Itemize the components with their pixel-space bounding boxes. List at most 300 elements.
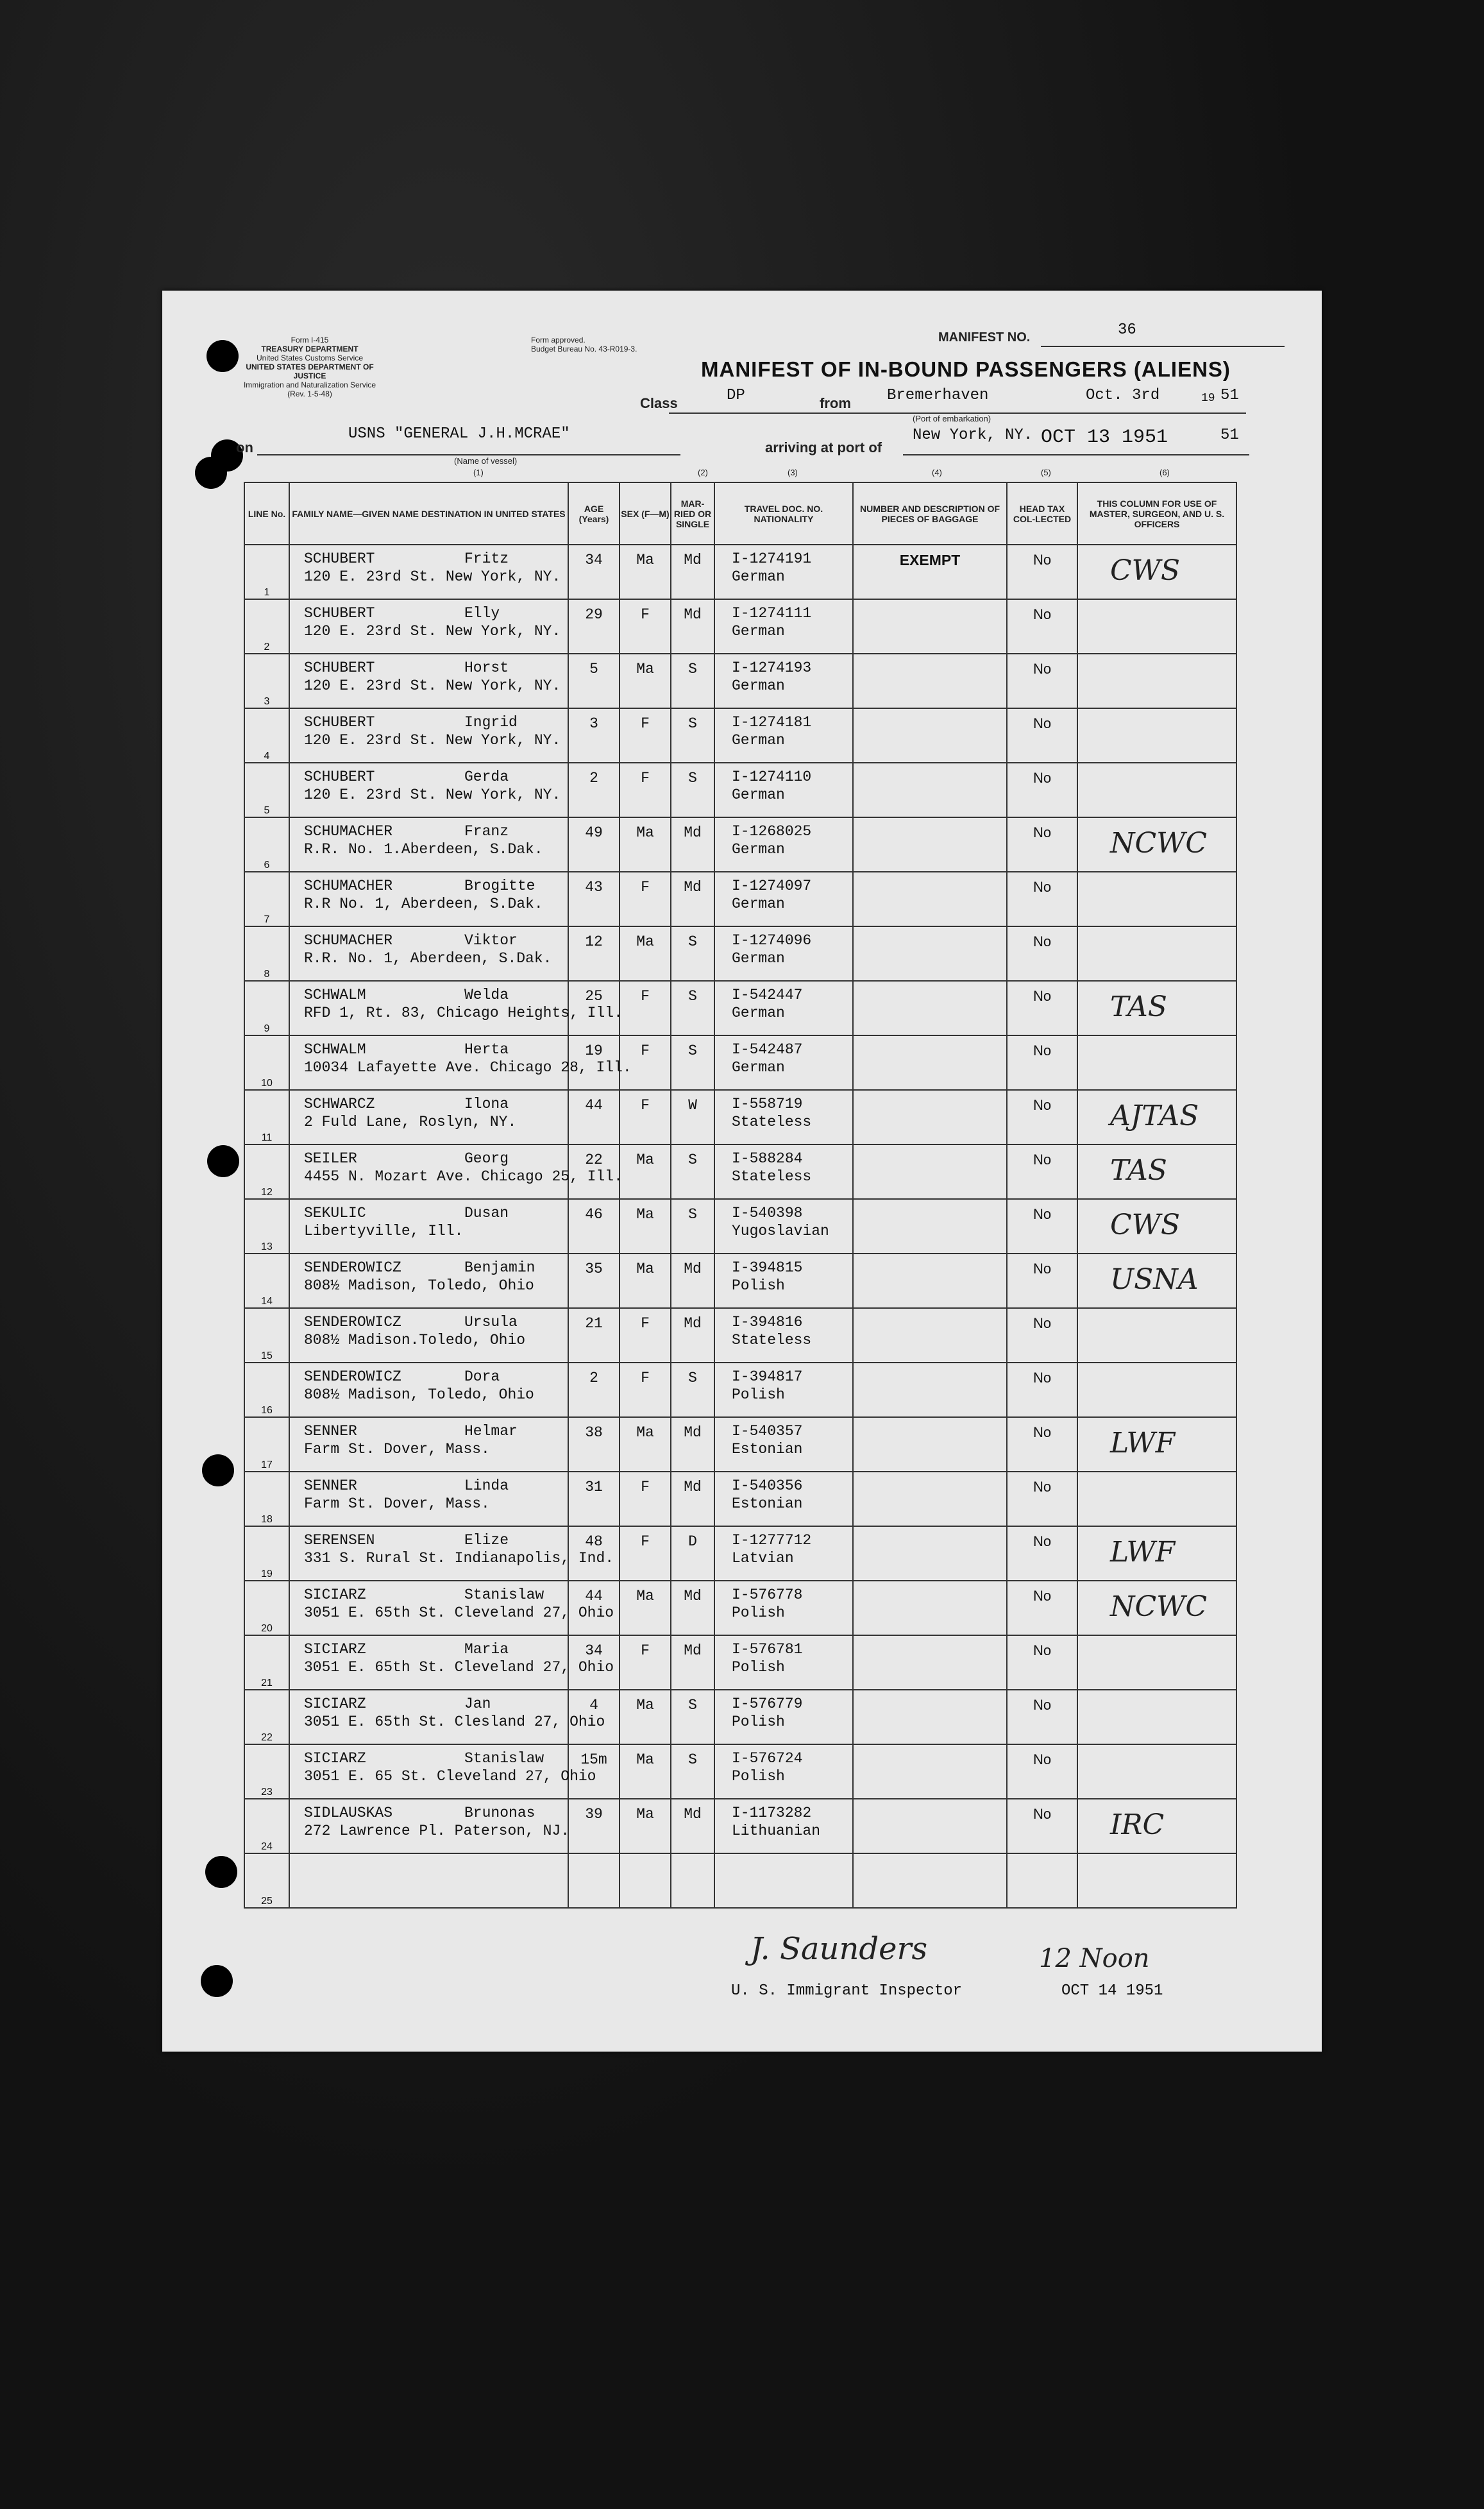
- marital-status: S: [688, 933, 697, 950]
- col-doc-header: TRAVEL DOC. NO. NATIONALITY: [714, 482, 853, 545]
- tax-cell: [1007, 1363, 1077, 1417]
- travel-doc-no: I-542447: [732, 987, 803, 1003]
- family-name: SCHUMACHER: [304, 823, 393, 840]
- line-number: [244, 817, 289, 872]
- marital-cell: [671, 1690, 714, 1744]
- name-destination-cell: [289, 1472, 568, 1526]
- nationality: Latvian: [732, 1550, 794, 1567]
- doc-cell: [714, 763, 853, 817]
- line-number: [244, 1799, 289, 1853]
- age: 44: [585, 1097, 603, 1114]
- name-line: [290, 1745, 568, 1767]
- line-number: [244, 1035, 289, 1090]
- tax-cell: [1007, 1690, 1077, 1744]
- nationality: German: [732, 1005, 785, 1021]
- table-row: [244, 817, 1236, 872]
- tax-cell: [1007, 1035, 1077, 1090]
- doc-cell: [714, 1363, 853, 1417]
- age: 34: [585, 552, 603, 568]
- head-tax: No: [1033, 1533, 1052, 1549]
- age-cell: [568, 1635, 620, 1690]
- name-line: [290, 818, 568, 840]
- age: 31: [585, 1479, 603, 1495]
- binder-hole: [205, 1856, 237, 1888]
- from-label: from: [820, 395, 851, 411]
- given-name: Ilona: [464, 1096, 509, 1112]
- sex-cell: [620, 926, 671, 981]
- table-row: [244, 708, 1236, 763]
- sex-cell: [620, 872, 671, 926]
- given-name: Brunonas: [464, 1805, 535, 1821]
- age-cell: [568, 545, 620, 599]
- destination: RFD 1, Rt. 83, Chicago Heights, Ill.: [304, 1005, 623, 1021]
- line-number-text: 17: [261, 1459, 273, 1470]
- travel-doc-no: I-1274110: [732, 769, 812, 785]
- table-row: [244, 1417, 1236, 1472]
- baggage: [854, 1254, 1006, 1261]
- col-baggage-header: NUMBER AND DESCRIPTION OF PIECES OF BAGGAGE: [853, 482, 1007, 545]
- tax-cell: [1007, 1417, 1077, 1472]
- baggage: [854, 1527, 1006, 1533]
- sex-cell: [620, 1799, 671, 1853]
- officer-cell: [1077, 926, 1236, 981]
- officer-cell: [1077, 817, 1236, 872]
- head-tax: No: [1033, 1479, 1052, 1495]
- name-line: [290, 1036, 568, 1058]
- travel-doc-no: I-576779: [732, 1696, 803, 1712]
- line-number-text: 21: [261, 1678, 273, 1688]
- baggage-cell: [853, 1090, 1007, 1144]
- marital-cell: [671, 872, 714, 926]
- marital-cell: [671, 1526, 714, 1581]
- doc-cell: [714, 981, 853, 1035]
- name-destination-cell: [289, 763, 568, 817]
- baggage-cell: [853, 1254, 1007, 1308]
- line-number-text: 5: [264, 805, 270, 816]
- nationality: Polish: [732, 1714, 785, 1730]
- doc-cell: [714, 926, 853, 981]
- sex: Ma: [636, 1806, 654, 1823]
- given-name: Elly: [464, 605, 500, 622]
- marital-cell: [671, 1199, 714, 1254]
- nationality: German: [732, 623, 785, 640]
- baggage: [854, 927, 1006, 933]
- sex-cell: [620, 545, 671, 599]
- sex: F: [641, 988, 650, 1005]
- line-number-text: 6: [264, 860, 270, 871]
- table-row: [244, 1635, 1236, 1690]
- destination: [290, 1876, 568, 1877]
- table-row: [244, 981, 1236, 1035]
- name-line: [290, 1527, 568, 1549]
- name-line: [290, 1145, 568, 1167]
- officer-cell: [1077, 1417, 1236, 1472]
- sex: Ma: [636, 824, 654, 841]
- name-line: [290, 1363, 568, 1385]
- given-name: Fritz: [464, 550, 509, 567]
- col-officer-header: THIS COLUMN FOR USE OF MASTER, SURGEON, AND U. S. OFFICERS: [1077, 482, 1236, 545]
- destination: 120 E. 23rd St. New York, NY.: [304, 677, 561, 694]
- travel-doc-no: I-558719: [732, 1096, 803, 1112]
- nationality: German: [732, 787, 785, 803]
- destination: 808½ Madison, Toledo, Ohio: [304, 1277, 534, 1294]
- dept-justice: UNITED STATES DEPARTMENT OF JUSTICE: [246, 362, 374, 380]
- head-tax: No: [1033, 606, 1052, 622]
- head-tax: No: [1033, 1751, 1052, 1767]
- destination: 2 Fuld Lane, Roslyn, NY.: [304, 1114, 517, 1130]
- marital-status: Md: [684, 879, 702, 896]
- marital-status: W: [688, 1097, 697, 1114]
- head-tax: No: [1033, 824, 1052, 840]
- family-name: SCHWARCZ: [304, 1096, 375, 1112]
- name-destination-cell: [289, 1853, 568, 1908]
- marital-cell: [671, 981, 714, 1035]
- officer-note: NCWC: [1110, 827, 1208, 860]
- sex-cell: [620, 1690, 671, 1744]
- line-number: [244, 872, 289, 926]
- baggage-cell: [853, 1363, 1007, 1417]
- tax-cell: [1007, 1526, 1077, 1581]
- destination: Libertyville, Ill.: [304, 1223, 464, 1239]
- form-number: Form I-415: [291, 336, 329, 344]
- travel-doc-no: I-576781: [732, 1641, 803, 1658]
- destination: 3051 E. 65 St. Cleveland 27, Ohio: [304, 1768, 596, 1785]
- line-number-text: 4: [264, 751, 270, 761]
- name-line: [290, 1091, 568, 1112]
- head-tax: No: [1033, 1097, 1052, 1113]
- nationality: German: [732, 1059, 785, 1076]
- year-prefix: 19: [1201, 392, 1215, 405]
- tax-cell: [1007, 1199, 1077, 1254]
- given-name: Dusan: [464, 1205, 509, 1221]
- head-tax: No: [1033, 1042, 1052, 1059]
- head-tax: No: [1033, 1424, 1052, 1440]
- line-number-text: 9: [264, 1023, 270, 1034]
- sex-cell: [620, 708, 671, 763]
- name-destination-cell: [289, 1363, 568, 1417]
- marital-cell: [671, 763, 714, 817]
- family-name: SEKULIC: [304, 1205, 366, 1221]
- age-cell: [568, 1308, 620, 1363]
- age: 44: [585, 1588, 603, 1604]
- col-line-header: LINE No.: [244, 482, 289, 545]
- line-number-text: 20: [261, 1623, 273, 1634]
- age-cell: [568, 1799, 620, 1853]
- marital-status: S: [688, 988, 697, 1005]
- family-name: SCHWALM: [304, 987, 366, 1003]
- name-line: [290, 1581, 568, 1603]
- tax-cell: [1007, 1254, 1077, 1308]
- destination: 808½ Madison.Toledo, Ohio: [304, 1332, 526, 1348]
- head-tax: No: [1033, 1315, 1052, 1331]
- inspector-signature: J. Saunders: [750, 1931, 928, 1967]
- given-name: Benjamin: [464, 1259, 535, 1276]
- table-row: [244, 1090, 1236, 1144]
- travel-doc-no: I-1274096: [732, 932, 812, 949]
- table-row: [244, 1199, 1236, 1254]
- travel-doc-no: I-576778: [732, 1586, 803, 1603]
- officer-cell: [1077, 1581, 1236, 1635]
- marital-status: S: [688, 770, 697, 787]
- line-number-text: 23: [261, 1787, 273, 1798]
- table-header-row: [244, 482, 1236, 545]
- age: 5: [589, 661, 598, 677]
- baggage-cell: [853, 1199, 1007, 1254]
- officer-cell: [1077, 1363, 1236, 1417]
- vessel-note: (Name of vessel): [454, 456, 518, 466]
- travel-doc-no: I-1277712: [732, 1532, 812, 1549]
- name-destination-cell: [289, 926, 568, 981]
- baggage: [854, 709, 1006, 715]
- table-row: [244, 599, 1236, 654]
- sex-cell: [620, 1744, 671, 1799]
- tax-cell: [1007, 1090, 1077, 1144]
- head-tax: No: [1033, 1261, 1052, 1277]
- doc-cell: [714, 1744, 853, 1799]
- officer-cell: [1077, 654, 1236, 708]
- line-number-text: 18: [261, 1514, 273, 1525]
- baggage-cell: [853, 708, 1007, 763]
- marital-cell: [671, 1799, 714, 1853]
- line-number: [244, 654, 289, 708]
- age: 46: [585, 1206, 603, 1223]
- doc-cell: [714, 1035, 853, 1090]
- manifest-title: MANIFEST OF IN-BOUND PASSENGERS (ALIENS): [701, 357, 1231, 381]
- table-row: [244, 545, 1236, 599]
- doc-cell: [714, 1853, 853, 1908]
- marital-status: Md: [684, 824, 702, 841]
- age-cell: [568, 1090, 620, 1144]
- table-row: [244, 926, 1236, 981]
- sex-cell: [620, 1144, 671, 1199]
- name-line: [290, 1690, 568, 1712]
- given-name: Franz: [464, 823, 509, 840]
- nationality: Polish: [732, 1277, 785, 1294]
- age-cell: [568, 1744, 620, 1799]
- baggage-cell: [853, 872, 1007, 926]
- colnum-1: (1): [473, 468, 484, 477]
- age: 49: [585, 824, 603, 841]
- colnum-3: (3): [788, 468, 798, 477]
- manifest-no-value: 36: [1118, 321, 1136, 339]
- marital-status: [671, 1854, 714, 1860]
- line-number: [244, 1308, 289, 1363]
- name-destination-cell: [289, 1308, 568, 1363]
- sex-cell: [620, 1581, 671, 1635]
- officer-cell: [1077, 1690, 1236, 1744]
- line-number-text: 7: [264, 914, 270, 925]
- tax-cell: [1007, 1853, 1077, 1908]
- doc-cell: [714, 1254, 853, 1308]
- name-line: [290, 1418, 568, 1440]
- given-name: Georg: [464, 1150, 509, 1167]
- travel-doc-no: I-1274111: [732, 605, 812, 622]
- family-name: SENDEROWICZ: [304, 1259, 401, 1276]
- travel-doc-no: I-394816: [732, 1314, 803, 1331]
- line-number: [244, 1526, 289, 1581]
- colnum-5: (5): [1041, 468, 1051, 477]
- marital-status: S: [688, 1042, 697, 1059]
- line-number: [244, 1363, 289, 1417]
- doc-cell: [714, 1799, 853, 1853]
- tax-cell: [1007, 545, 1077, 599]
- nationality: German: [732, 896, 785, 912]
- baggage-cell: [853, 1035, 1007, 1090]
- name-line: [290, 1200, 568, 1221]
- baggage: [854, 1636, 1006, 1642]
- sex-cell: [620, 1363, 671, 1417]
- form-approval: [531, 336, 637, 353]
- marital-status: S: [688, 1697, 697, 1714]
- line-number-text: 14: [261, 1296, 273, 1307]
- nationality: German: [732, 732, 785, 749]
- family-name: SCHUBERT: [304, 605, 375, 622]
- col-age-header: AGE (Years): [568, 482, 620, 545]
- line-number: [244, 1144, 289, 1199]
- given-name: Dora: [464, 1368, 500, 1385]
- line-number: [244, 1744, 289, 1799]
- baggage: [854, 763, 1006, 770]
- arrival-date-stamp: OCT 13 1951: [1041, 427, 1168, 448]
- name-line: [290, 709, 568, 731]
- destination: 3051 E. 65th St. Cleveland 27, Ohio: [304, 1659, 614, 1676]
- doc-cell: [714, 708, 853, 763]
- doc-cell: [714, 654, 853, 708]
- sex-cell: [620, 1035, 671, 1090]
- name-destination-cell: [289, 817, 568, 872]
- table-row: [244, 1744, 1236, 1799]
- baggage-cell: [853, 817, 1007, 872]
- tax-cell: [1007, 1581, 1077, 1635]
- family-name: SCHUBERT: [304, 550, 375, 567]
- marital-status: Md: [684, 552, 702, 568]
- baggage: [854, 1363, 1006, 1370]
- colnum-2: (2): [698, 468, 708, 477]
- marital-status: Md: [684, 1588, 702, 1604]
- nationality: Stateless: [732, 1168, 812, 1185]
- travel-doc-no: I-542487: [732, 1041, 803, 1058]
- age: 4: [589, 1697, 598, 1714]
- family-name: SCHUBERT: [304, 659, 375, 676]
- officer-cell: [1077, 1144, 1236, 1199]
- colnum-6: (6): [1159, 468, 1170, 477]
- destination: 272 Lawrence Pl. Paterson, NJ.: [304, 1823, 570, 1839]
- baggage-cell: [853, 1744, 1007, 1799]
- destination: 808½ Madison, Toledo, Ohio: [304, 1386, 534, 1403]
- vessel-name: USNS "GENERAL J.H.MCRAE": [348, 425, 570, 443]
- nationality: Polish: [732, 1768, 785, 1785]
- sex: Ma: [636, 1152, 654, 1168]
- line-number: [244, 1690, 289, 1744]
- sex-cell: [620, 654, 671, 708]
- destination: 3051 E. 65th St. Clesland 27, Ohio: [304, 1714, 605, 1730]
- baggage-cell: [853, 1526, 1007, 1581]
- line-number-text: 24: [261, 1841, 273, 1852]
- line-number-text: 25: [261, 1896, 273, 1907]
- marital-cell: [671, 1090, 714, 1144]
- age: 12: [585, 933, 603, 950]
- baggage-cell: [853, 545, 1007, 599]
- line-number: [244, 708, 289, 763]
- head-tax: No: [1033, 1206, 1052, 1222]
- destination: Farm St. Dover, Mass.: [304, 1441, 490, 1458]
- marital-status: Md: [684, 1315, 702, 1332]
- dept-treasury: TREASURY DEPARTMENT: [261, 344, 358, 353]
- baggage-cell: [853, 1853, 1007, 1908]
- officer-cell: [1077, 1472, 1236, 1526]
- table-row: [244, 654, 1236, 708]
- marital-status: S: [688, 661, 697, 677]
- class-value: DP: [727, 387, 745, 404]
- inspector-handwritten-time: 12 Noon: [1039, 1944, 1150, 1973]
- sex: F: [641, 879, 650, 896]
- marital-status: S: [688, 1751, 697, 1768]
- age-cell: [568, 926, 620, 981]
- age: 25: [585, 988, 603, 1005]
- line-number: [244, 1417, 289, 1472]
- officer-cell: [1077, 599, 1236, 654]
- age: 22: [585, 1152, 603, 1168]
- sex: Ma: [636, 1206, 654, 1223]
- doc-cell: [714, 1417, 853, 1472]
- name-destination-cell: [289, 1690, 605, 1744]
- binder-hole: [201, 1965, 233, 1997]
- head-tax: No: [1033, 552, 1052, 568]
- line-number: [244, 1472, 289, 1526]
- destination: 4455 N. Mozart Ave. Chicago 25, Ill.: [304, 1168, 623, 1185]
- sex-cell: [620, 1199, 671, 1254]
- line-number: [244, 1090, 289, 1144]
- marital-status: Md: [684, 1261, 702, 1277]
- head-tax: No: [1033, 770, 1052, 786]
- doc-cell: [714, 872, 853, 926]
- marital-cell: [671, 817, 714, 872]
- age-cell: [568, 1526, 620, 1581]
- table-row: [244, 1853, 1236, 1908]
- family-name: SICIARZ: [304, 1641, 366, 1658]
- travel-doc-no: I-1268025: [732, 823, 812, 840]
- officer-note: TAS: [1110, 991, 1167, 1023]
- nationality: Polish: [732, 1659, 785, 1676]
- passenger-table: [244, 482, 1237, 1909]
- name-destination-cell: [289, 654, 568, 708]
- name-line: [290, 545, 568, 567]
- family-name: SERENSEN: [304, 1532, 375, 1549]
- nationality: Polish: [732, 1386, 785, 1403]
- family-name: SCHWALM: [304, 1041, 366, 1058]
- colnum-4: (4): [932, 468, 942, 477]
- sex-cell: [620, 981, 671, 1035]
- sex-cell: [620, 817, 671, 872]
- line-number: [244, 1199, 289, 1254]
- age-cell: [568, 872, 620, 926]
- baggage: [854, 1091, 1006, 1097]
- port-embark-note: (Port of embarkation): [913, 414, 991, 423]
- marital-status: S: [688, 1152, 697, 1168]
- given-name: Herta: [464, 1041, 509, 1058]
- family-name: SEILER: [304, 1150, 357, 1167]
- given-name: Maria: [464, 1641, 509, 1658]
- name-line: [290, 600, 568, 622]
- sex: [620, 1854, 670, 1860]
- form-header-left: [233, 336, 387, 398]
- given-name: Ursula: [464, 1314, 518, 1331]
- head-tax: No: [1033, 988, 1052, 1004]
- line-number-text: 10: [261, 1078, 273, 1089]
- baggage: [854, 1472, 1006, 1479]
- nationality: Estonian: [732, 1495, 803, 1512]
- travel-doc-no: I-1274181: [732, 714, 812, 731]
